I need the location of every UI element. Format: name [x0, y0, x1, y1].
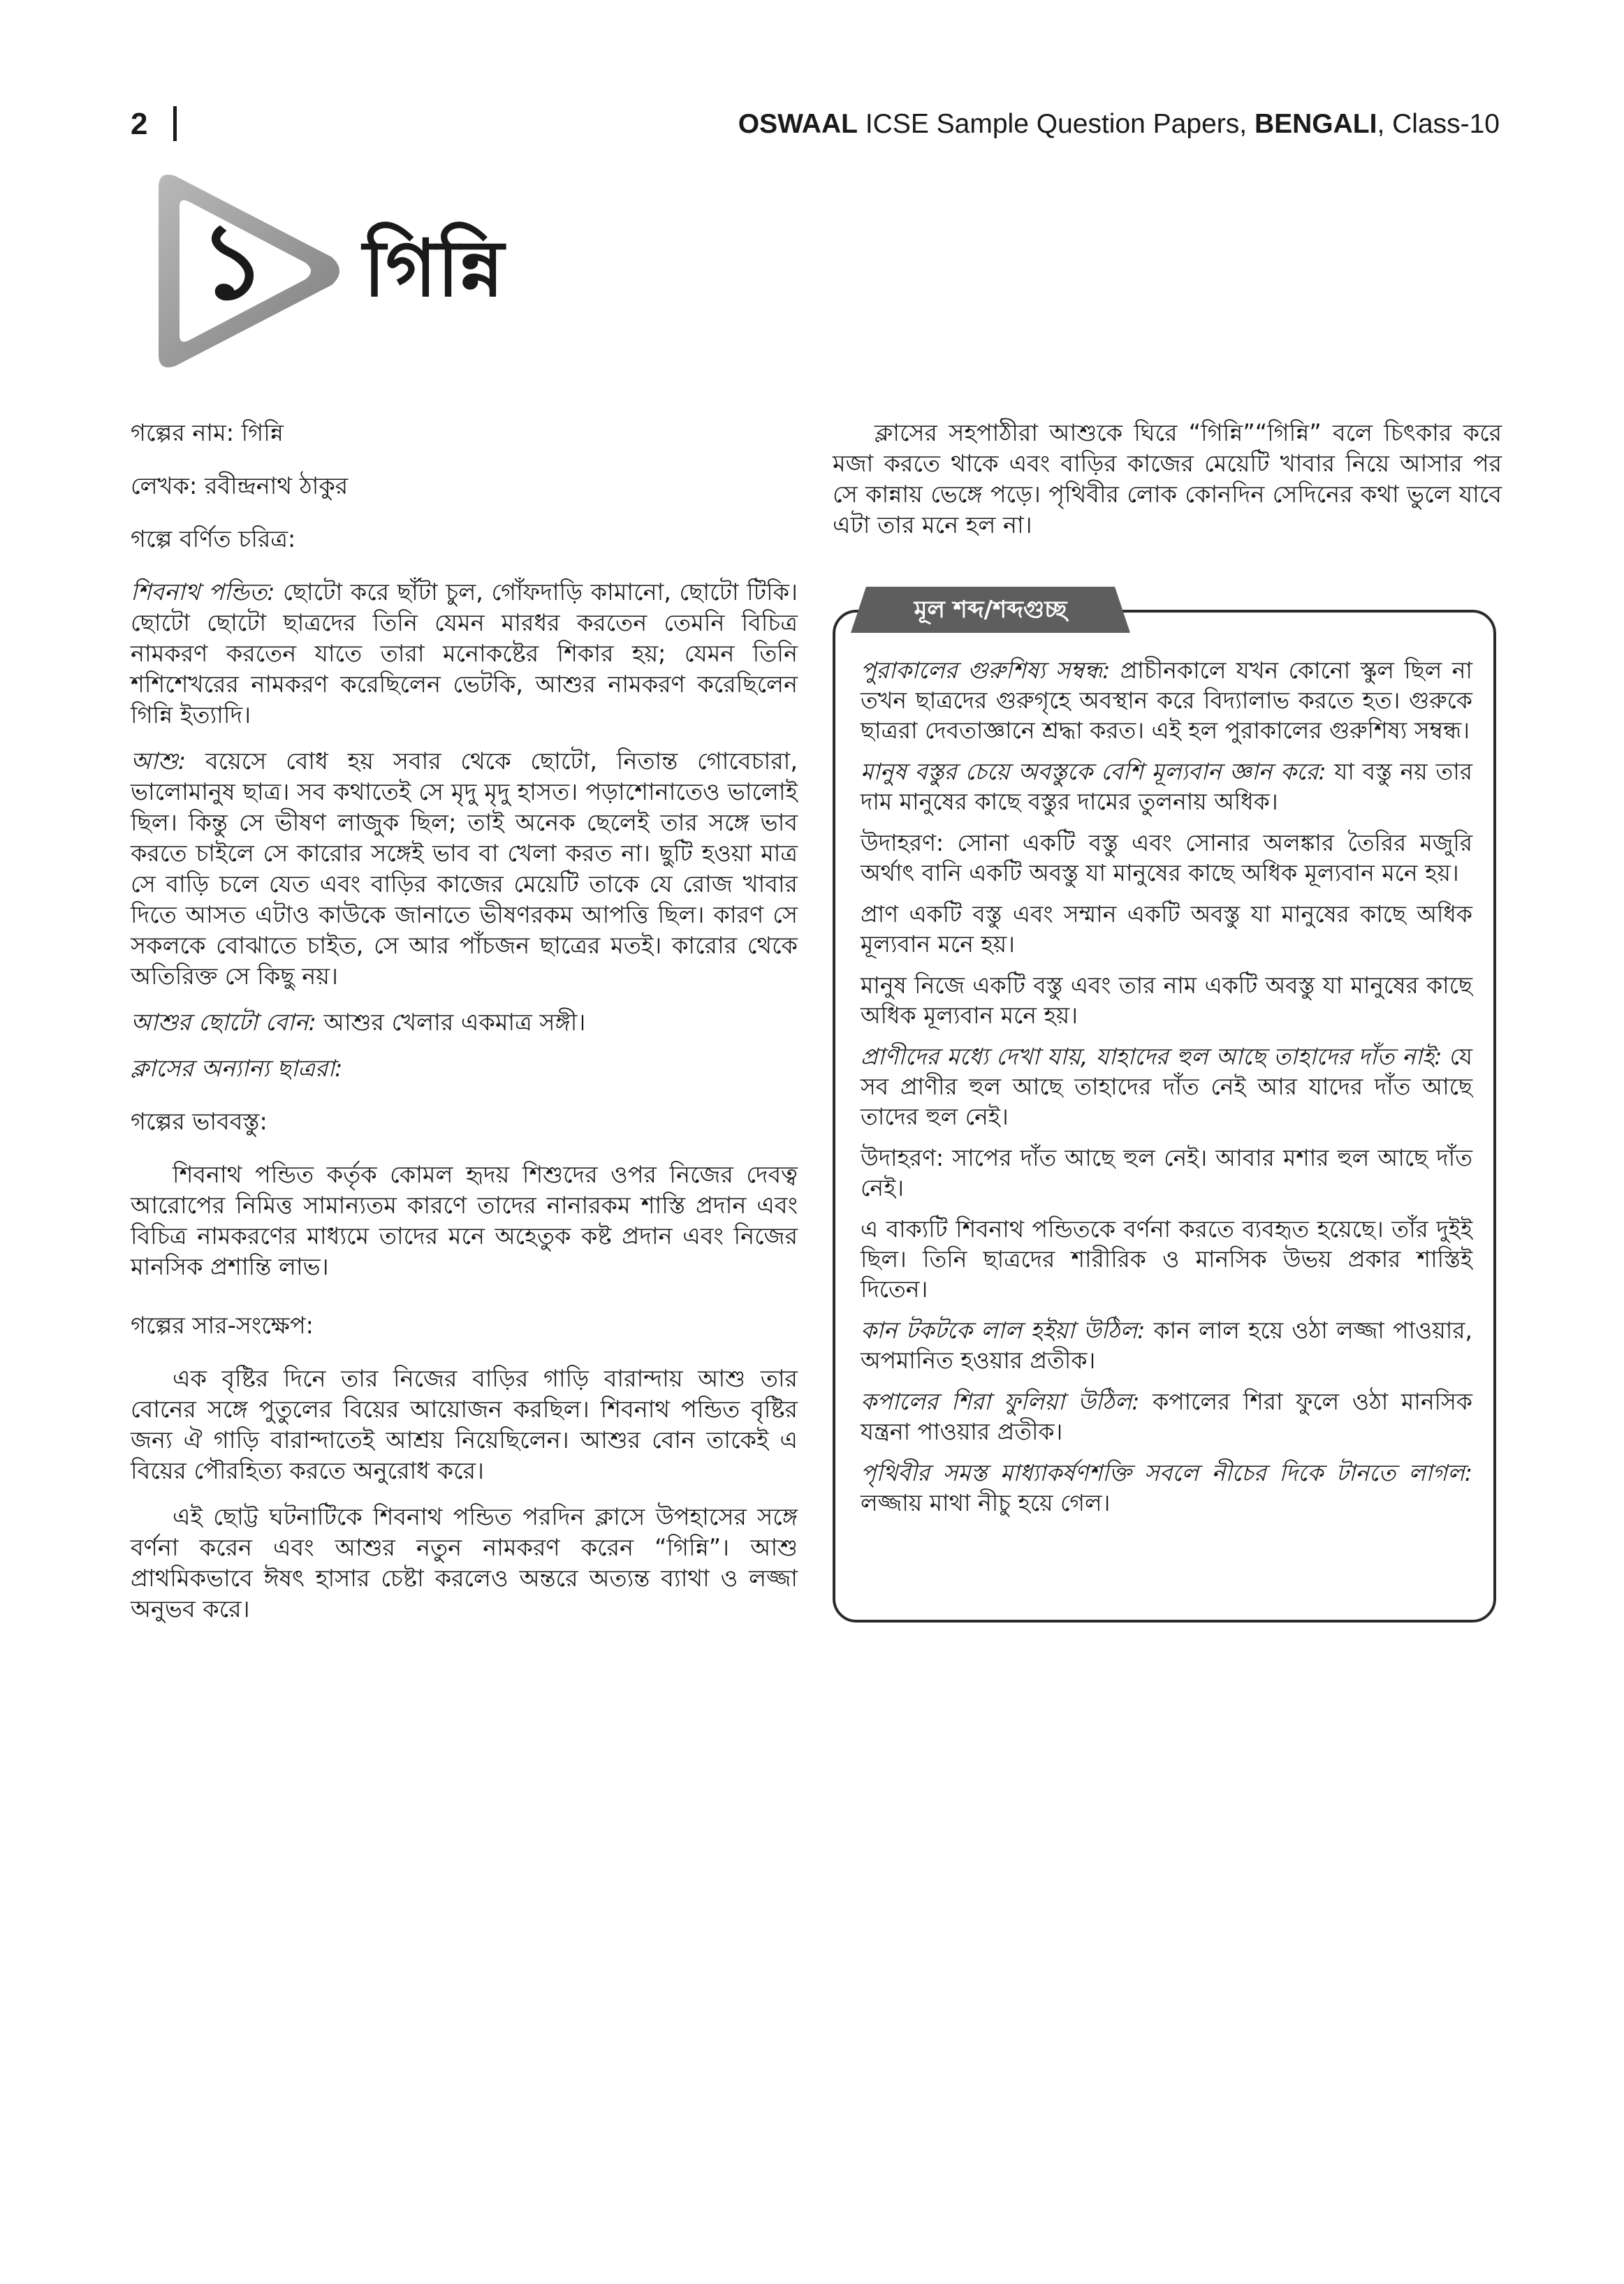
summary-paragraph: এই ছোট্ট ঘটনাটিকে শিবনাথ পন্ডিত পরদিন ক্লাসে উপহাসের সঙ্গে বর্ণনা করেন এবং আশুর নতুন নামকরণ করেন “গিন্নি”। আশু প্রাথমিকভাবে ঈষৎ হাসার চেষ্টা করলেও অন্তরে অত্যন্ত ব্যাথা ও লজ্জা অনুভব করে।: [131, 1503, 798, 1623]
summary-paragraph: এক বৃষ্টির দিনে তার নিজের বাড়ির গাড়ি বারান্দায় আশু তার বোনের সঙ্গে পুতুলের বিয়ের আয়োজন করছিল। শিবনাথ পন্ডিত বৃষ্টির জন্য ঐ গাড়ি বারান্দাতেই আশ্রয় নিয়েছিলেন। আশুর বোন তাকেই এ বিয়ের পৌরহিত্য করতে অনুরোধ করে।: [131, 1365, 798, 1484]
glossary-definition: প্রাচীনকালে যখন কোনো স্কুল ছিল না তখন ছাত্রদের গুরুগৃহে অবস্থান করে বিদ্যালাভ করতে হত। গুরুকে ছাত্ররা দেবতাজ্ঞানে শ্রদ্ধা করত। এই হল পুরাকালের গুরুশিষ্য সম্বন্ধ।: [861, 657, 1472, 744]
chapter-badge-icon: [143, 166, 353, 376]
glossary-example: প্রাণ একটি বস্তু এবং সম্মান একটি অবস্তু যা মানুষের কাছে অধিক মূল্যবান মনে হয়।: [861, 900, 1472, 958]
glossary-entry: [861, 1458, 1472, 1518]
glossary-example: মানুষ নিজে একটি বস্তু এবং তার নাম একটি অবস্তু যা মানুষের কাছে অধিক মূল্যবান মনে হয়।: [861, 972, 1472, 1029]
character-name: শিবনাথ পন্ডিত:: [131, 578, 275, 606]
character-description: আশুর খেলার একমাত্র সঙ্গী।: [323, 1009, 586, 1036]
glossary-entry: [861, 1386, 1472, 1447]
summary-heading: গল্পের সার-সংক্ষেপ:: [131, 1312, 314, 1339]
glossary-definition: যা বস্তু নয় তার দাম মানুষের কাছে বস্তুর দামের তুলনায় অধিক।: [861, 758, 1472, 815]
theme-heading: গল্পের ভাববস্তু:: [131, 1108, 268, 1135]
glossary-entry: [861, 1315, 1472, 1375]
glossary-term: মানুষ বস্তুর চেয়ে অবস্তুকে বেশি মূল্যবান জ্ঞান করে:: [861, 758, 1326, 785]
author-line: [131, 471, 798, 502]
page-number: 2: [131, 107, 148, 141]
glossary-term: পুরাকালের গুরুশিষ্য সম্বন্ধ:: [861, 657, 1111, 684]
glossary-definition: লজ্জায় মাথা নীচু হয়ে গেল।: [861, 1489, 1111, 1516]
glossary-definition: কান লাল হয়ে ওঠা লজ্জা পাওয়ার, অপমানিত হওয়ার প্রতীক।: [861, 1317, 1472, 1374]
glossary-example: এ বাক্যটি শিবনাথ পন্ডিতকে বর্ণনা করতে ব্যবহৃত হয়েছে। তাঁর দুইই ছিল। তিনি ছাত্রদের শারীরিক ও মানসিক উভয় প্রকার শাস্তিই দিতেন।: [861, 1215, 1472, 1303]
theme-text: শিবনাথ পন্ডিত কর্তৃক কোমল হৃদয় শিশুদের ওপর নিজের দেবত্ব আরোপের নিমিত্ত সামান্যতম কারণে তাদের নানারকম শাস্তি প্রদান এবং বিচিত্র নামকরণের মাধ্যমে তাদের মনে অহেতুক কষ্ট প্রদান এবং নিজের মানসিক প্রশান্তি লাভ।: [131, 1161, 798, 1280]
author-label: লেখক:: [131, 472, 198, 499]
running-header: [738, 105, 1500, 144]
glossary-example: উদাহরণ: সোনা একটি বস্তু এবং সোনার অলঙ্কার তৈরির মজুরি অর্থাৎ বানি একটি অবস্তু যা মানুষের কাছে অধিক মূল্যবান মনে হয়।: [861, 829, 1472, 886]
chapter-title: গিন্নি: [363, 223, 504, 314]
character-shibnath: [131, 577, 798, 731]
chapter-number: ১: [198, 200, 267, 323]
left-column: [131, 418, 798, 1640]
glossary-tab-label: মূল শব্দ/শব্দগুচ্ছ: [914, 596, 1067, 624]
character-description: ছোটো করে ছাঁটা চুল, গোঁফদাড়ি কামানো, ছোটো টিকি। ছোটো ছোটো ছাত্রদের তিনি যেমন মারধর করতেন তেমনি বিচিত্র নামকরণ করতেন যাতে তারা মনোকষ্টের শিকার হয়; যেমন তিনি শশিশেখরের নামকরণ করেছিলেন ভেটকি, আশুর নামকরণ করেছিলেন গিন্নি ইত্যাদি।: [131, 578, 798, 729]
series-name: ICSE Sample Question Papers,: [865, 109, 1248, 139]
character-name: আশুর ছোটো বোন:: [131, 1009, 316, 1036]
subject-name: BENGALI: [1254, 109, 1377, 139]
right-column: [833, 418, 1502, 556]
summary-paragraph: ক্লাসের সহপাঠীরা আশুকে ঘিরে “গিন্নি”“গিন্নি” বলে চিৎকার করে মজা করতে থাকে এবং বাড়ির কাজের মেয়েটি খাবার নিয়ে আসার পর সে কান্নায় ভেঙ্গে পড়ে। পৃথিবীর লোক কোনদিন সেদিনের কথা ভুলে যাবে এটা তার মনে হল না।: [833, 419, 1502, 539]
author-name: রবীন্দ্রনাথ ঠাকুর: [204, 472, 349, 499]
glossary-definition: যে সব প্রাণীর হুল আছে তাহাদের দাঁত নেই আর যাদের দাঁত আছে তাদের হুল নেই।: [861, 1043, 1472, 1130]
glossary-term: পৃথিবীর সমস্ত মাধ্যাকর্ষণশক্তি সবলে নীচের দিকে টানতে লাগল:: [861, 1459, 1472, 1486]
character-name: আশু:: [131, 747, 186, 775]
glossary-term: প্রাণীদের মধ্যে দেখা যায়, যাহাদের হুল আছে তাহাদের দাঁত নাই:: [861, 1043, 1442, 1070]
class-label: , Class-10: [1377, 109, 1500, 139]
character-classmates: [131, 1053, 798, 1084]
glossary-entry: [861, 756, 1472, 817]
glossary-definition: কপালের শিরা ফুলে ওঠা মানসিক যন্ত্রনা পাওয়ার প্রতীক।: [861, 1388, 1472, 1445]
brand-name: OSWAAL: [738, 109, 858, 139]
header-divider: [173, 106, 177, 141]
glossary-entry: [861, 1041, 1472, 1132]
story-name-line: [131, 418, 798, 448]
glossary-content: [861, 655, 1472, 1529]
characters-heading: গল্পে বর্ণিত চরিত্র:: [131, 525, 296, 552]
glossary-term: কপালের শিরা ফুলিয়া উঠিল:: [861, 1388, 1140, 1415]
story-name-label: গল্পের নাম:: [131, 419, 235, 446]
character-ashu: [131, 746, 798, 992]
glossary-example: উদাহরণ: সাপের দাঁত আছে হুল নেই। আবার মশার হুল আছে দাঁত নেই।: [861, 1144, 1472, 1201]
glossary-term: কান টকটকে লাল হইয়া উঠিল:: [861, 1317, 1146, 1344]
character-description: বয়েসে বোধ হয় সবার থেকে ছোটো, নিতান্ত গোবেচারা, ভালোমানুষ ছাত্র। সব কথাতেই সে মৃদু মৃদু হাসত। পড়াশোনাতেও ভালোই ছিল। কিন্তু সে ভীষণ লাজুক ছিল; তাই অনেক ছেলেই তার সঙ্গে ভাব করতে চাইলে সে কারোর সঙ্গেই ভাব বা খেলা করত না। ছুটি হওয়া মাত্র সে বাড়ি চলে যেত এবং বাড়ির কাজের মেয়েটি তাকে যে রোজ খাবার দিতে আসত এটাও কাউকে জানাতে ভীষণরকম আপত্তি ছিল। কারণ সে সকলকে বোঝাতে চাইত, সে আর পাঁচজন ছাত্রের মতই। কারোর থেকে অতিরিক্ত সে কিছু নয়।: [131, 747, 798, 990]
character-name: ক্লাসের অন্যান্য ছাত্ররা:: [131, 1055, 343, 1082]
story-name: গিন্নি: [241, 419, 284, 446]
glossary-entry: [861, 655, 1472, 745]
character-sister: [131, 1007, 798, 1038]
